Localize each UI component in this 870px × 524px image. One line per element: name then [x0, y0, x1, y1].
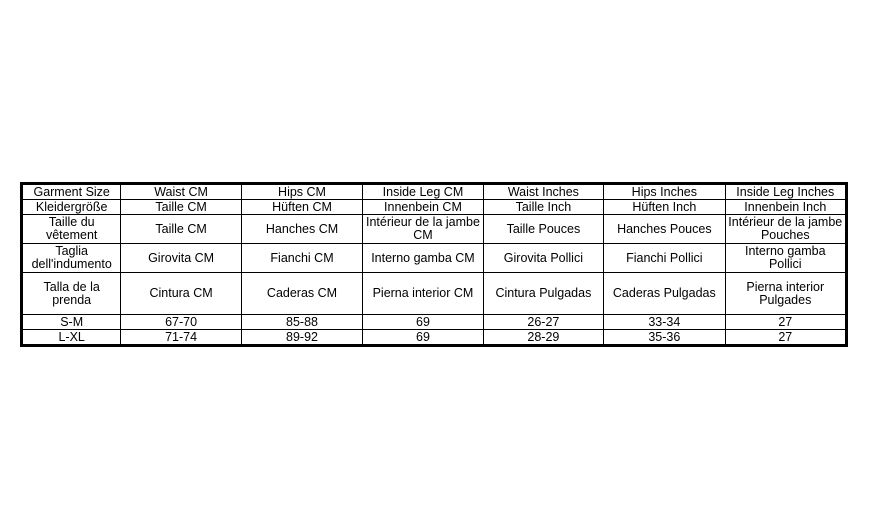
- table-cell: 89-92: [241, 330, 362, 346]
- table-cell: Fianchi Pollici: [604, 244, 725, 273]
- table-cell: L-XL: [22, 330, 121, 346]
- table-row: [22, 273, 847, 315]
- table-cell: 26-27: [483, 315, 603, 330]
- table-cell: Hanches CM: [241, 215, 362, 244]
- table-row: [22, 184, 847, 200]
- table-cell: 69: [363, 330, 483, 346]
- table-row: [22, 200, 847, 215]
- table-cell: Taille Inch: [483, 200, 603, 215]
- table-cell: 33-34: [604, 315, 725, 330]
- table-cell: Taille du vêtement: [22, 215, 121, 244]
- table-cell: 27: [725, 315, 846, 330]
- table-cell: Interno gamba Pollici: [725, 244, 846, 273]
- table-cell: Caderas CM: [241, 273, 362, 315]
- table-cell: 71-74: [121, 330, 241, 346]
- table-cell: Intérieur de la jambe Pouches: [725, 215, 846, 244]
- table-cell: 69: [363, 315, 483, 330]
- table-cell: Pierna interior Pulgades: [725, 273, 846, 315]
- table-cell: Interno gamba CM: [363, 244, 483, 273]
- table-cell: Intérieur de la jambe CM: [363, 215, 483, 244]
- table-cell: Talla de la prenda: [22, 273, 121, 315]
- table-cell: Hips Inches: [604, 184, 725, 200]
- table-row: [22, 244, 847, 273]
- table-cell: Kleidergröße: [22, 200, 121, 215]
- table-cell: 67-70: [121, 315, 241, 330]
- table-row: [22, 215, 847, 244]
- table-cell: Waist Inches: [483, 184, 603, 200]
- table-cell: Fianchi CM: [241, 244, 362, 273]
- table-cell: Taille Pouces: [483, 215, 603, 244]
- table-cell: Inside Leg CM: [363, 184, 483, 200]
- size-chart-table: [20, 182, 848, 347]
- table-cell: Taille CM: [121, 200, 241, 215]
- table-row: [22, 330, 847, 346]
- table-cell: Taglia dell'indumento: [22, 244, 121, 273]
- table-row: [22, 315, 847, 330]
- table-cell: Hanches Pouces: [604, 215, 725, 244]
- table-cell: Innenbein Inch: [725, 200, 846, 215]
- table-cell: Girovita Pollici: [483, 244, 603, 273]
- table-cell: Innenbein CM: [363, 200, 483, 215]
- table-cell: 85-88: [241, 315, 362, 330]
- table-cell: Caderas Pulgadas: [604, 273, 725, 315]
- table-cell: 35-36: [604, 330, 725, 346]
- table-cell: Girovita CM: [121, 244, 241, 273]
- table-cell: Hüften CM: [241, 200, 362, 215]
- table-cell: Garment Size: [22, 184, 121, 200]
- table-cell: Cintura CM: [121, 273, 241, 315]
- table-cell: S-M: [22, 315, 121, 330]
- table-cell: Hüften Inch: [604, 200, 725, 215]
- table-cell: Cintura Pulgadas: [483, 273, 603, 315]
- table-cell: Pierna interior CM: [363, 273, 483, 315]
- table-cell: 27: [725, 330, 846, 346]
- table-cell: Inside Leg Inches: [725, 184, 846, 200]
- table-cell: Hips CM: [241, 184, 362, 200]
- table-cell: 28-29: [483, 330, 603, 346]
- table-cell: Taille CM: [121, 215, 241, 244]
- table-cell: Waist CM: [121, 184, 241, 200]
